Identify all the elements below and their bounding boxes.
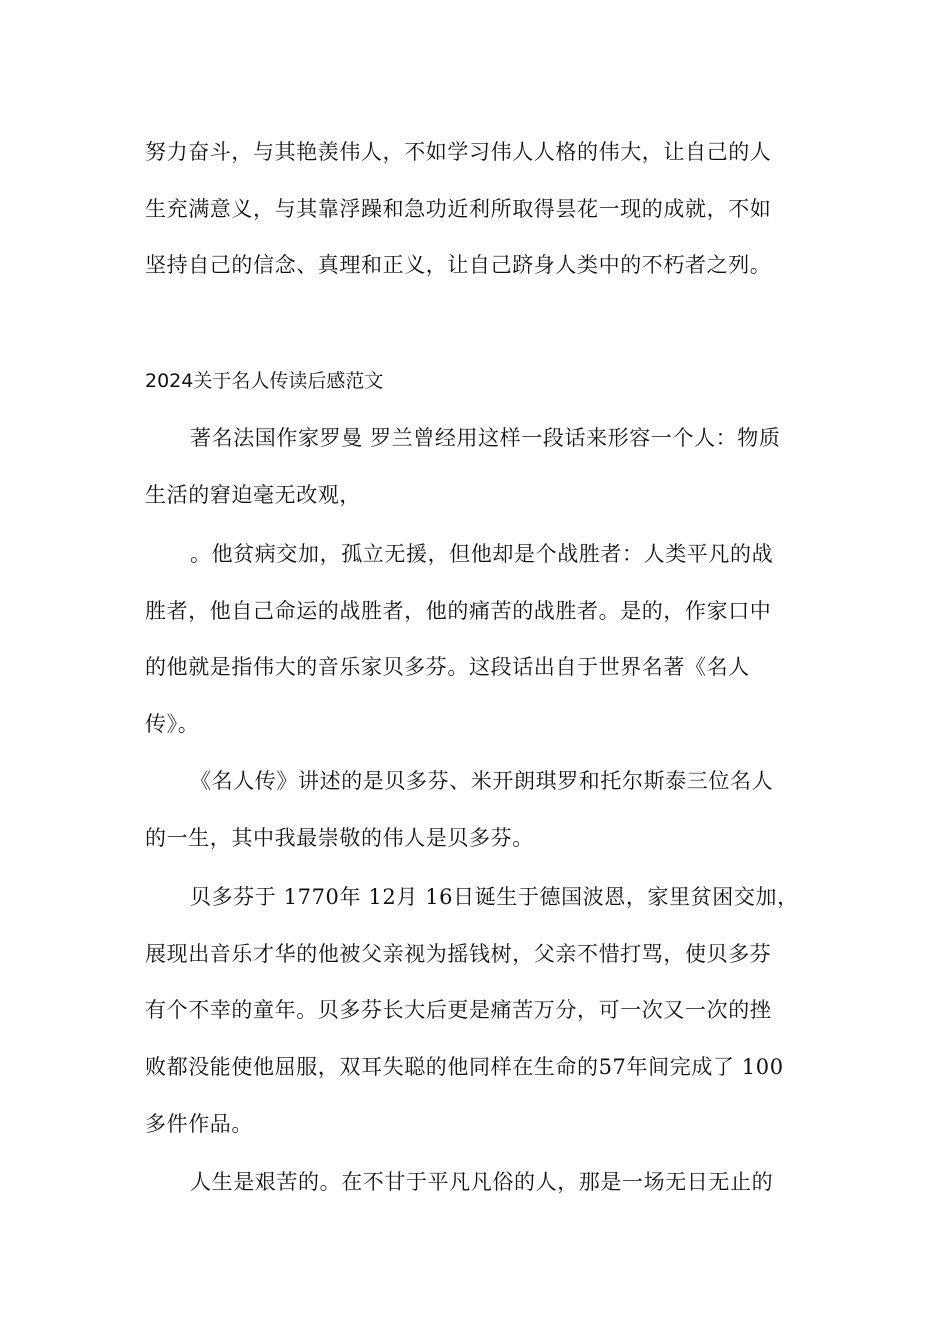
paragraph-2-line-4: 传》。 (145, 712, 200, 736)
paragraph-5-line-1: 人生是艰苦的。在不甘于平凡凡俗的人，那是一场无日无止的 (190, 1170, 774, 1194)
paragraph-4-line-5: 多件作品。 (145, 1112, 253, 1136)
paragraph-4-line-1: 贝多芬于 1770年 12月 16日诞生于德国波恩，家里贫困交加， (190, 885, 799, 909)
paragraph-2-line-1: 。他贫病交加，孤立无援，但他却是个战胜者：人类平凡的战 (190, 542, 774, 566)
paragraph-4-line-3: 有个不幸的童年。贝多芬长大后更是痛苦万分，可一次又一次的挫 (145, 998, 772, 1022)
section-title: 2024关于名人传读后感范文 (145, 370, 384, 392)
paragraph-1-line-1: 著名法国作家罗曼 罗兰曾经用这样一段话来形容一个人：物质 (190, 426, 781, 450)
paragraph-4-line-4: 败都没能使他屈服，双耳失聪的他同样在生命的57年间完成了 100 (145, 1055, 784, 1079)
intro-line-3: 坚持自己的信念、真理和正义，让自己跻身人类中的不朽者之列。 (145, 253, 772, 277)
paragraph-4-line-2: 展现出音乐才华的他被父亲视为摇钱树，父亲不惜打骂，使贝多芬 (145, 942, 772, 966)
paragraph-1-line-2: 生活的窘迫毫无改观， (145, 483, 361, 507)
paragraph-2-line-2: 胜者，他自己命运的战胜者，他的痛苦的战胜者。是的，作家口中 (145, 599, 772, 623)
paragraph-2-line-3: 的他就是指伟大的音乐家贝多芬。这段话出自于世界名著《名人 (145, 655, 750, 679)
intro-line-1: 努力奋斗，与其艳羡伟人，不如学习伟人人格的伟大，让自己的人 (145, 140, 772, 164)
paragraph-3-line-1: 《名人传》讲述的是贝多芬、米开朗琪罗和托尔斯泰三位名人 (190, 769, 774, 793)
paragraph-3-line-2: 的一生，其中我最崇敬的伟人是贝多芬。 (145, 826, 534, 850)
intro-line-2: 生充满意义，与其靠浮躁和急功近利所取得昙花一现的成就，不如 (145, 197, 772, 221)
